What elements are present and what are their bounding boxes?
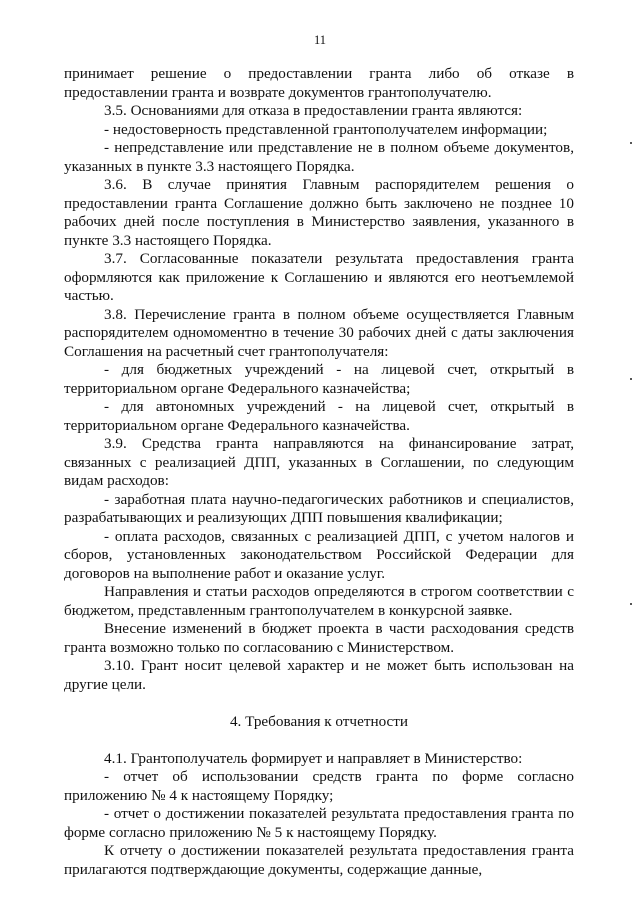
- paragraph: К отчету о достижении показателей результата предоставления гранта прилагаются подтверждающие документы, содержащие данные,: [64, 842, 574, 878]
- paragraph: Направления и статьи расходов определяются в строгом соответствии с бюджетом, представленным грантополучателем в конкурсной заявке.: [64, 583, 574, 619]
- paragraph: 3.9. Средства гранта направляются на финансирование затрат, связанных с реализацией ДПП, указанных в Соглашении, по следующим видам расходов:: [64, 435, 574, 489]
- paragraph: 3.7. Согласованные показатели результата предоставления гранта оформляются как приложение к Соглашению и являются его неотъемлемой частью.: [64, 250, 574, 304]
- scan-speck: [630, 603, 632, 605]
- list-item: - заработная плата научно-педагогических работников и специалистов, разрабатывающих и реализующих ДПП повышения квалификации;: [64, 490, 574, 526]
- paragraph: Внесение изменений в бюджет проекта в части расходования средств гранта возможно только по согласованию с Министерством.: [64, 620, 574, 656]
- list-item: - отчет о достижении показателей результата предоставления гранта по форме согласно приложению № 5 к настоящему Порядку.: [64, 805, 574, 841]
- paragraph: 3.8. Перечисление гранта в полном объеме осуществляется Главным распорядителем одномоментно в течение 30 рабочих дней с даты заключения Соглашения на расчетный счет грантополучателя:: [64, 305, 574, 360]
- paragraph: 3.10. Грант носит целевой характер и не может быть использован на другие цели.: [64, 657, 574, 693]
- document-body: [64, 65, 574, 879]
- list-item: - для автономных учреждений - на лицевой счет, открытый в территориальном органе Федерального казначейства.: [64, 398, 574, 434]
- list-item: - для бюджетных учреждений - на лицевой счет, открытый в территориальном органе Федерального казначейства;: [64, 361, 574, 397]
- paragraph: 3.5. Основаниями для отказа в предоставлении гранта являются:: [104, 102, 523, 119]
- list-item: - отчет об использовании средств гранта по форме согласно приложению № 4 к настоящему Порядку;: [64, 768, 574, 804]
- list-item: - недостоверность представленной грантополучателем информации;: [104, 120, 548, 138]
- list-item: - оплата расходов, связанных с реализацией ДПП, с учетом налогов и сборов, установленных законодательством Российской Федерации для договоров на выполнение работ и оказание услуг.: [64, 527, 574, 582]
- paragraph: 3.6. В случае принятия Главным распорядителем решения о предоставлении гранта Соглашение должно быть заключено не позднее 10 рабочих дней после поступления в Министерство заявления, указанного в пункте 3.3 настоящего Порядка.: [64, 176, 574, 249]
- scan-speck: [630, 378, 632, 380]
- paragraph: 4.1. Грантополучатель формирует и направляет в Министерство:: [104, 749, 523, 767]
- scan-speck: [630, 142, 632, 144]
- page-number: 11: [313, 33, 327, 47]
- list-item: - непредставление или представление не в полном объеме документов, указанных в пункте 3.3 настоящего Порядка.: [64, 139, 574, 175]
- paragraph: принимает решение о предоставлении гранта либо об отказе в предоставлении гранта и возврате документов грантополучателю.: [64, 65, 574, 101]
- section-heading: 4. Требования к отчетности: [229, 713, 409, 730]
